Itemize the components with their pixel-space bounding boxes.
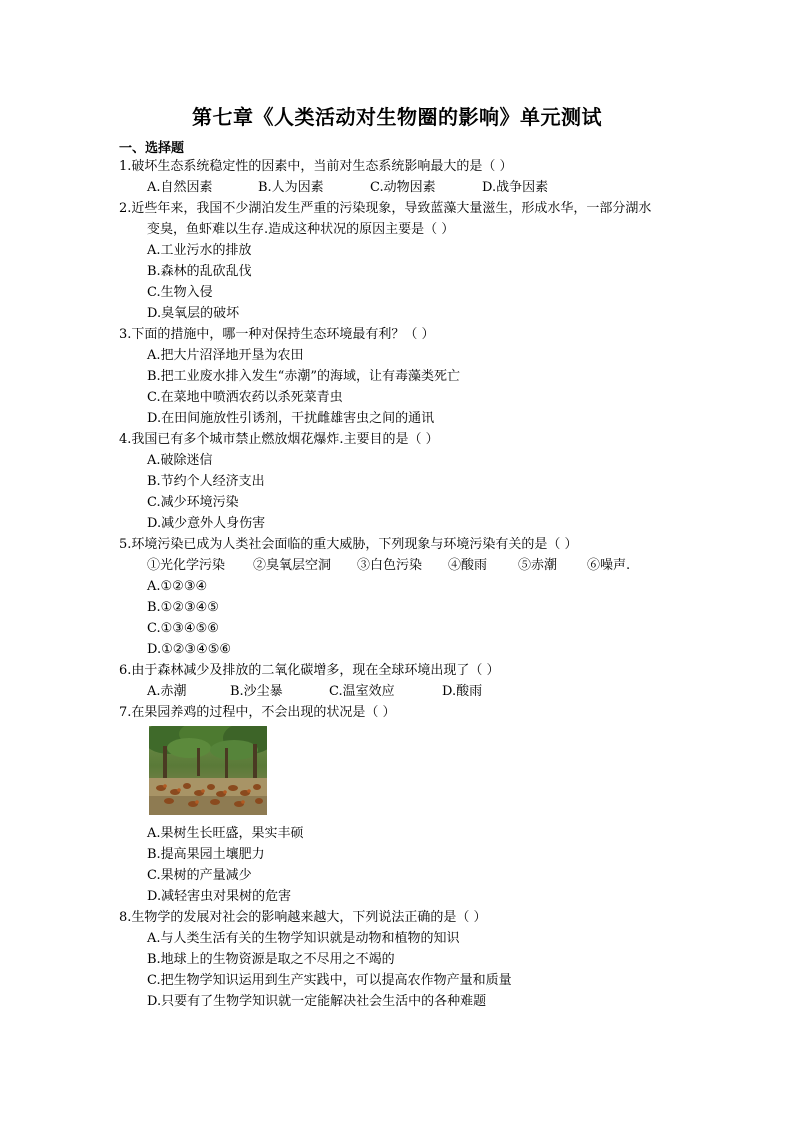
question-1-option-d: D.战争因素 [482, 180, 549, 195]
question-2-stem-line-1: 2.近些年来，我国不少湖泊发生严重的污染现象，导致蓝藻大量滋生，形成水华，一部分湖水 [119, 201, 652, 216]
question-4-option-a: A.破除迷信 [147, 453, 213, 468]
question-4-option-d: D.减少意外人身伤害 [147, 516, 266, 531]
question-3-option-a: A.把大片沼泽地开垦为农田 [147, 348, 304, 363]
question-1-option-b: B.人为因素 [258, 180, 324, 195]
question-2-option-b: B.森林的乱砍乱伐 [147, 264, 252, 279]
question-5-option-c: C.①③④⑤⑥ [147, 621, 219, 636]
question-4-stem: 4.我国已有多个城市禁止燃放烟花爆炸.主要目的是（ ） [119, 432, 439, 447]
question-5-item-1: ①光化学污染 [147, 558, 226, 573]
question-2-option-c: C.生物入侵 [147, 285, 213, 300]
question-1-stem: 1.破坏生态系统稳定性的因素中，当前对生态系统影响最大的是（ ） [119, 159, 513, 174]
question-5-option-d: D.①②③④⑤⑥ [147, 642, 232, 657]
question-8-stem: 8.生物学的发展对社会的影响越来越大，下列说法正确的是（ ） [119, 910, 487, 925]
question-3-option-d: D.在田间施放性引诱剂，干扰雌雄害虫之间的通讯 [147, 411, 435, 426]
orchard-chickens-photo [149, 726, 267, 815]
question-2-option-d: D.臭氧层的破坏 [147, 306, 240, 321]
question-5-item-6: ⑥噪声. [587, 558, 631, 573]
question-7-option-c: C.果树的产量减少 [147, 868, 252, 883]
question-5-item-2: ②臭氧层空洞 [253, 558, 332, 573]
question-2-stem-line-2: 变臭，鱼虾难以生存.造成这种状况的原因主要是（ ） [147, 222, 455, 237]
question-3-stem: 3.下面的措施中，哪一种对保持生态环境最有利？（ ） [119, 327, 435, 342]
question-8-option-d: D.只要有了生物学知识就一定能解决社会生活中的各种难题 [147, 994, 487, 1009]
question-3-option-b: B.把工业废水排入发生“赤潮”的海域，让有毒藻类死亡 [147, 369, 460, 384]
question-7-option-b: B.提高果园土壤肥力 [147, 847, 265, 862]
question-2-option-a: A.工业污水的排放 [147, 243, 252, 258]
question-5-option-a: A.①②③④ [147, 579, 208, 594]
question-1-option-c: C.动物因素 [370, 180, 436, 195]
question-7-option-a: A.果树生长旺盛，果实丰硕 [147, 826, 304, 841]
question-4-option-b: B.节约个人经济支出 [147, 474, 265, 489]
question-6-option-c: C.温室效应 [329, 684, 395, 699]
question-5-item-4: ④酸雨 [448, 558, 488, 573]
section-heading: 一、选择题 [119, 141, 185, 156]
question-5-stem: 5.环境污染已成为人类社会面临的重大威胁，下列现象与环境污染有关的是（ ） [119, 537, 578, 552]
question-5-item-3: ③白色污染 [357, 558, 423, 573]
question-8-option-c: C.把生物学知识运用到生产实践中，可以提高农作物产量和质量 [147, 973, 512, 988]
question-1-option-a: A.自然因素 [147, 180, 213, 195]
question-6-option-d: D.酸雨 [442, 684, 483, 699]
question-8-option-b: B.地球上的生物资源是取之不尽用之不竭的 [147, 952, 395, 967]
question-5-option-b: B.①②③④⑤ [147, 600, 219, 615]
page-title: 第七章《人类活动对生物圈的影响》单元测试 [192, 105, 602, 129]
question-3-option-c: C.在菜地中喷洒农药以杀死菜青虫 [147, 390, 343, 405]
question-7-stem: 7.在果园养鸡的过程中，不会出现的状况是（ ） [119, 705, 396, 720]
question-6-option-a: A.赤潮 [147, 684, 187, 699]
question-8-option-a: A.与人类生活有关的生物学知识就是动物和植物的知识 [147, 931, 460, 946]
question-5-item-5: ⑤赤潮 [518, 558, 558, 573]
question-6-option-b: B.沙尘暴 [230, 684, 283, 699]
question-7-option-d: D.减轻害虫对果树的危害 [147, 889, 292, 904]
question-6-stem: 6.由于森林减少及排放的二氧化碳增多，现在全球环境出现了（ ） [119, 663, 500, 678]
question-4-option-c: C.减少环境污染 [147, 495, 239, 510]
